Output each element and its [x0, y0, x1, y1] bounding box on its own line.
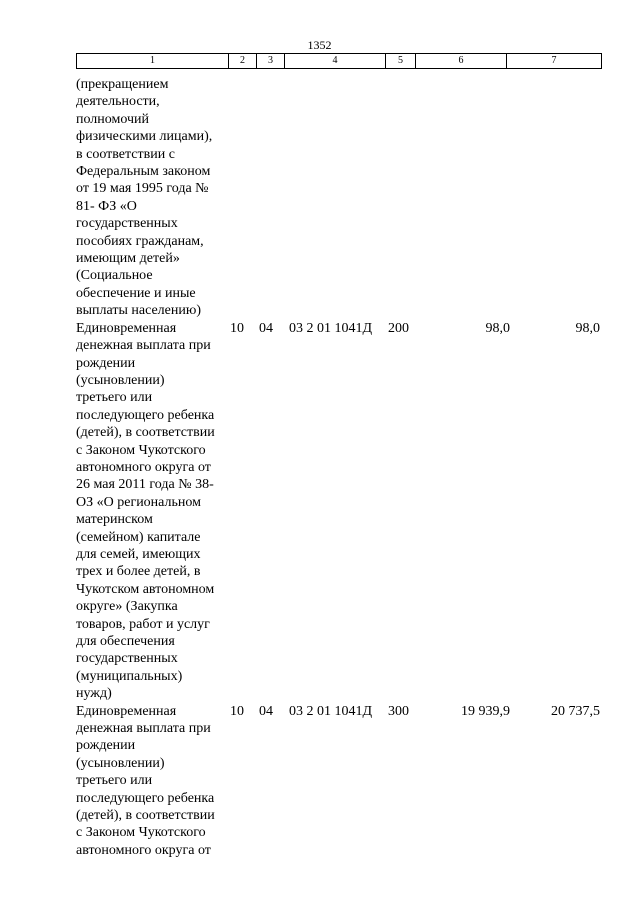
row-expense-type: 300	[388, 703, 409, 719]
column-header-6: 6	[416, 54, 507, 69]
column-header-2: 2	[229, 54, 257, 69]
row-section: 10	[230, 703, 244, 719]
column-header-4: 4	[285, 54, 386, 69]
row-subsection: 04	[259, 320, 273, 336]
column-header-row	[77, 54, 602, 69]
row-expense-type: 200	[388, 320, 409, 336]
budget-rows	[76, 76, 606, 859]
column-header-table	[76, 53, 602, 69]
row-description: (прекращением деятельности, полномочий физическими лицами), в соответствии с Федеральным законом от 19 мая 1995 года № 81- ФЗ «О государственных пособиях гражданам, имеющим детей» (Социальное обеспечение и иные выплаты населению)	[76, 77, 213, 319]
page-number: 1352	[307, 38, 332, 52]
row-section: 10	[230, 320, 244, 336]
table-row	[76, 320, 606, 703]
table-row	[76, 76, 606, 320]
column-header-1: 1	[77, 54, 229, 69]
row-subsection: 04	[259, 703, 273, 719]
column-header-3: 3	[257, 54, 285, 69]
row-target-article: 03 2 01 1041Д	[289, 320, 373, 336]
row-description: Единовременная денежная выплата при рождении (усыновлении) третьего или последующего ребенка (детей), в соответствии с Законом Чукотского автономного округа от	[76, 703, 215, 858]
row-amount-2: 20 737,5	[551, 703, 600, 719]
row-amount-1: 19 939,9	[461, 703, 510, 719]
row-amount-2: 98,0	[575, 320, 600, 336]
row-target-article: 03 2 01 1041Д	[289, 703, 373, 719]
row-amount-1: 98,0	[485, 320, 510, 336]
column-header-5: 5	[386, 54, 416, 69]
table-row	[76, 703, 606, 860]
column-header-7: 7	[507, 54, 602, 69]
row-description: Единовременная денежная выплата при рождении (усыновлении) третьего или последующего ребенка (детей), в соответствии с Законом Чукотского автономного округа от 26 мая 2011 года № 38- ОЗ «О региональном материнском (семейном) капитале для семей, имеющих трех и более детей, в Чукотском автономном округе» (Закупка товаров, работ и услуг для обеспечения государственных (муниципальных) нужд)	[76, 320, 215, 702]
